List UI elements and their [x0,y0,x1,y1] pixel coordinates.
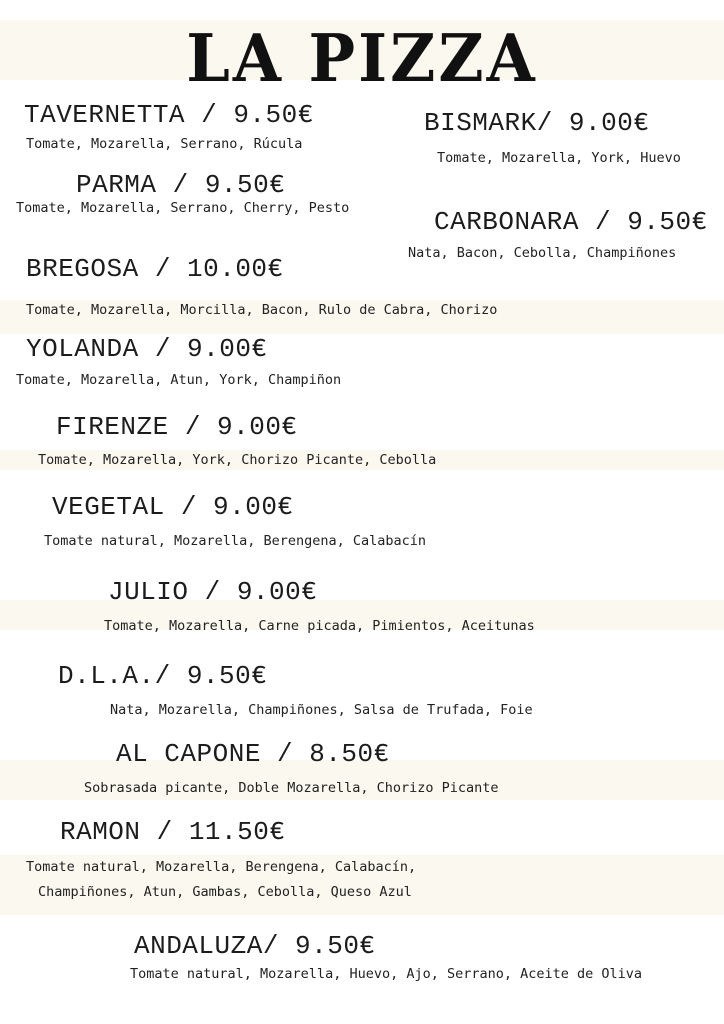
item-ingredients: Sobrasada picante, Doble Mozarella, Chorizo Picante [84,780,499,796]
item-name: D.L.A./ 9.50€ [58,661,268,691]
item-ingredients: Tomate natural, Mozarella, Berengena, Calabacín [44,533,427,549]
item-ingredients: Tomate, Mozarella, Morcilla, Bacon, Rulo de Cabra, Chorizo [26,302,498,318]
item-name: AL CAPONE / 8.50€ [116,739,390,769]
item-ingredients: Nata, Bacon, Cebolla, Champiñones [408,245,677,261]
item-ingredients: Nata, Mozarella, Champiñones, Salsa de Trufada, Foie [110,702,533,718]
item-ingredients: Tomate, Mozarella, York, Huevo [437,150,681,166]
item-name: VEGETAL / 9.00€ [52,492,294,522]
item-name: BISMARK/ 9.00€ [424,108,650,138]
item-name: YOLANDA / 9.00€ [26,334,268,364]
item-ingredients: Tomate, Mozarella, York, Chorizo Picante, Cebolla [38,452,437,468]
item-name: JULIO / 9.00€ [108,577,318,607]
item-name: FIRENZE / 9.00€ [56,412,298,442]
item-ingredients: Champiñones, Atun, Gambas, Cebolla, Queso Azul [38,884,412,900]
item-ingredients: Tomate, Mozarella, Carne picada, Pimientos, Aceitunas [104,618,535,634]
item-ingredients: Tomate, Mozarella, Serrano, Rúcula [26,136,303,152]
item-name: RAMON / 11.50€ [60,817,286,847]
item-ingredients: Tomate natural, Mozarella, Berengena, Calabacín, [26,859,417,875]
item-name: PARMA / 9.50€ [76,170,286,200]
item-name: CARBONARA / 9.50€ [434,207,708,237]
page-title: LA PIZZA [186,20,538,97]
item-ingredients: Tomate, Mozarella, Serrano, Cherry, Pesto [16,200,350,216]
item-name: ANDALUZA/ 9.50€ [134,931,376,961]
item-name: TAVERNETTA / 9.50€ [24,100,314,130]
item-ingredients: Tomate, Mozarella, Atun, York, Champiñon [16,372,342,388]
item-ingredients: Tomate natural, Mozarella, Huevo, Ajo, Serrano, Aceite de Oliva [130,966,643,982]
item-name: BREGOSA / 10.00€ [26,254,284,284]
